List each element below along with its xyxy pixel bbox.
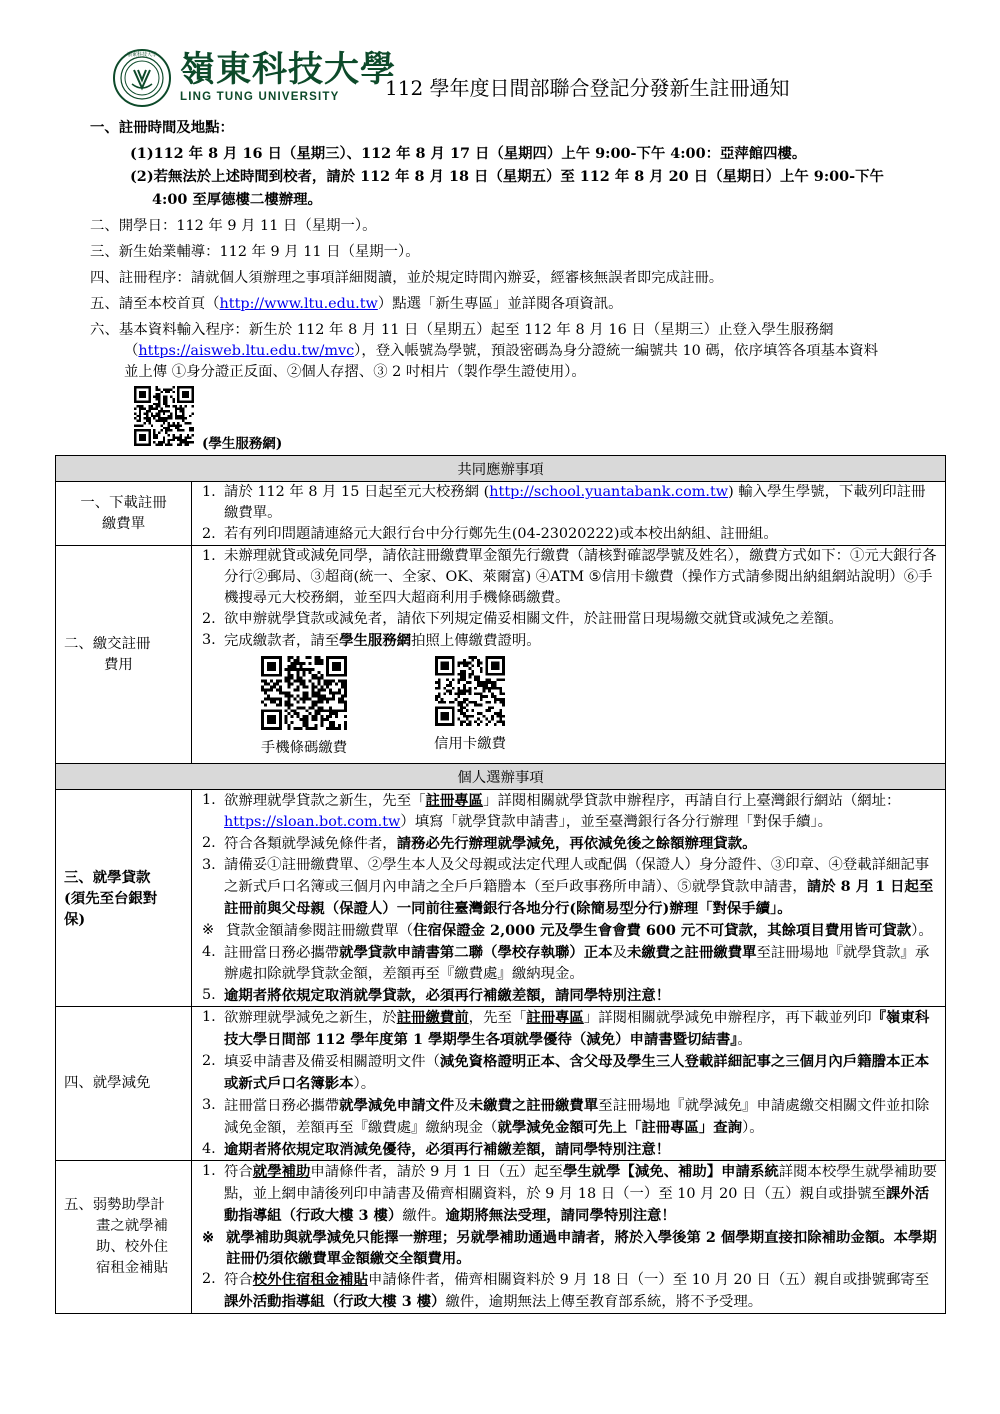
section-1-item-2-line-1: (2)若無法於上述時間到校者，請於 112 年 8 月 18 日（星期五）至 112 年 8 月 20 日（星期日）上午 9:00-下午: [130, 168, 884, 185]
mobile-barcode-qr-code[interactable]: [261, 656, 347, 730]
mobile-barcode-qr: [244, 656, 364, 759]
section-1-title: 一、註冊時間及地點：: [90, 119, 234, 136]
common-items-header: 共同應辦事項: [56, 456, 946, 482]
row-pay-fees: [56, 546, 946, 764]
list-item: 2. 符合校外住宿租金補貼申請條件者，備齊相關資料於 9 月 18 日（一）至 10 月 20 日（五）親自或掛號郵寄至課外活動指導組（行政大樓 3 樓）繳件，逾期無法上傳至教育部系統，將不予受理。: [202, 1271, 930, 1310]
list-item: 2. 欲申辦就學貸款或減免者，請依下列規定備妥相關文件，於註冊當日現場繳交就貸或減免之差額。: [202, 611, 843, 627]
details-download-bill: [192, 482, 946, 546]
section-6-line-1: 六、基本資料輸入程序：新生於 112 年 8 月 11 日（星期五）起至 112 年 8 月 16 日（星期三）止登入學生服務網: [90, 322, 834, 338]
category-tuition-reduction: 四、就學減免: [56, 1007, 192, 1161]
section-6-line-3: 並上傳 ①身分證正反面、②個人存摺、③ 2 吋相片（製作學生證使用）。: [124, 364, 586, 380]
list-item: 1. 欲辦理就學貸款之新生，先至「註冊專區」詳閱相關就學貸款申辦程序，再請自行上臺灣銀行網站（網址：https://sloan.bot.com.tw）填寫「就學貸款申請書」，並至臺灣銀行各分行辦理「對保手續」。: [202, 792, 901, 830]
details-tuition-reduction: [192, 1007, 946, 1161]
category-student-loan: 三、就學貸款 (須先至台銀對 保): [56, 790, 192, 1007]
aid-note: ※ 就學補助與就學減免只能擇一辦理；另就學補助通過申請者，將於入學後第 2 個學期直接扣除補助金額。本學期註冊仍須依繳費單金額繳交全額費用。: [202, 1229, 937, 1267]
category-pay-fees: 二、繳交註冊 費用: [56, 546, 192, 764]
list-item: 3. 註冊當日務必攜帶就學減免申請文件及未繳費之註冊繳費單至註冊場地『就學減免』申請處繳交相關文件並扣除減免金額，差額再至『繳費處』繳納現金（就學減免金額可先上「註冊專區」查詢）。: [202, 1097, 930, 1136]
university-name-en: LING TUNG UNIVERSITY: [180, 91, 340, 103]
credit-card-qr: [410, 656, 530, 759]
list-item: 2. 填妥申請書及備妥相關證明文件（減免資格證明正本、含父母及學生三人登載詳細記事之三個月內戶籍謄本正本或新式戶口名簿影本）。: [202, 1053, 930, 1092]
list-item: 2. 符合各類就學減免條件者，請務必先行辦理就學減免，再依減免後之餘額辦理貸款。: [202, 835, 757, 852]
list-item: 1. 欲辦理就學減免之新生，於註冊繳費前，先至「註冊專區」詳閱相關就學減免申辦程序，再下載並列印『嶺東科技大學日間部 112 學年度第 1 學期學生各項就學優待（減免）申請書暨切結書』。: [202, 1009, 930, 1048]
category-financial-aid: 五、弱勢助學計 畫之就學補 助、校外住 宿租金補貼: [56, 1161, 192, 1314]
personal-items-header: 個人選辦事項: [56, 764, 946, 790]
section-2-start-date: 二、開學日：112 年 9 月 11 日（星期一）。: [90, 218, 377, 234]
section-1-item-1: (1)112 年 8 月 16 日（星期三）、112 年 8 月 17 日（星期四）上午 9:00-下午 4:00：亞萍館四樓。: [130, 145, 807, 162]
university-name-zh: 嶺東科技大學: [180, 50, 397, 90]
section-1-item-2-line-2: 4:00 至厚德樓二樓辦理。: [152, 191, 322, 208]
registration-table: [55, 455, 946, 1314]
details-financial-aid: [192, 1161, 946, 1314]
list-item: 1. 未辦理就貸或減免同學，請依註冊繳費單金額先行繳費（請核對確認學號及姓名），繳費方式如下：①元大銀行各分行②郵局、③超商(統一、全家、OK、萊爾富) ④ATM ⑤信用卡繳費（操作方式請參閱出納組網站說明）⑥手機搜尋元大校務網，並至四大超商利用手機條碼繳費。: [202, 548, 937, 606]
list-item: 3. 完成繳款者，請至學生服務網拍照上傳繳費證明。: [202, 632, 541, 649]
list-item: 2. 若有列印問題請連絡元大銀行台中分行鄭先生(04-23020222)或本校出納組、註冊組。: [202, 526, 778, 542]
student-service-qr-code[interactable]: [134, 386, 194, 446]
credit-card-label: 信用卡繳費: [434, 736, 506, 752]
document-title: 112 學年度日間部聯合登記分發新生註冊通知: [385, 76, 790, 100]
section-4-procedure: 四、註冊程序：請就個人須辦理之事項詳細閱讀，並於規定時間內辦妥，經審核無誤者即完成註冊。: [90, 270, 724, 286]
section-6-line-2: （https://aisweb.ltu.edu.tw/mvc），登入帳號為學號，預設密碼為身分證統一編號共 10 碼，依序填答各項基本資料: [124, 343, 879, 359]
homepage-link[interactable]: http://www.ltu.edu.tw: [219, 296, 378, 312]
section-3-orientation: 三、新生始業輔導：112 年 9 月 11 日（星期一）。: [90, 244, 420, 260]
university-seal-logo: [112, 48, 172, 108]
svg-text:嶺東科技大學: 嶺東科技大學: [126, 52, 158, 58]
details-student-loan: [192, 790, 946, 1007]
row-tuition-reduction: [56, 1007, 946, 1161]
student-service-link[interactable]: https://aisweb.ltu.edu.tw/mvc: [138, 343, 355, 359]
list-item: 3. 請備妥①註冊繳費單、②學生本人及父母親或法定代理人或配偶（保證人）身分證件、③印章、④登載詳細記事之新式戶口名簿或三個月內申請之全戶戶籍謄本（至戶政事務所申請）、⑤就學貸款申請書，請於 8 月 1 日起至註冊前與父母親（保證人）一同前往臺灣銀行各地分行(除簡易型分行)辦理「對保手續」。: [202, 857, 934, 917]
yuanta-school-link[interactable]: http://school.yuantabank.com.tw: [489, 484, 729, 500]
credit-card-qr-code[interactable]: [435, 656, 505, 726]
student-service-qr-label: (學生服務網): [202, 436, 283, 452]
list-item: 1. 請於 112 年 8 月 15 日起至元大校務網 (http://school.yuantabank.com.tw) 輸入學生學號，下載列印註冊繳費單。: [202, 484, 926, 521]
list-item: 4. 註冊當日務必攜帶就學貸款申請書第二聯（學校存執聯）正本及未繳費之註冊繳費單至註冊場地『就學貸款』承辦處扣除就學貸款金額，差額再至『繳費處』繳納現金。: [202, 944, 930, 982]
common-items-header-row: [56, 456, 946, 482]
bot-loan-link[interactable]: https://sloan.bot.com.tw: [224, 814, 401, 830]
loan-amount-note: ※ 貸款金額請參閱註冊繳費單（住宿保證金 2,000 元及學生會會費 600 元不可貸款，其餘項目費用皆可貸款）。: [202, 922, 933, 939]
row-download-bill: [56, 482, 946, 546]
payment-qr-codes: [202, 656, 939, 759]
row-financial-aid: [56, 1161, 946, 1314]
list-item: 5. 逾期者將依規定取消就學貸款，必須再行補繳差額，請同學特別注意！: [202, 987, 671, 1004]
details-pay-fees: [192, 546, 946, 764]
document-header: [112, 46, 872, 112]
section-5-homepage: 五、請至本校首頁（http://www.ltu.edu.tw）點選「新生專區」並詳閱各項資訊。: [90, 296, 623, 312]
mobile-barcode-label: 手機條碼繳費: [260, 740, 348, 756]
row-student-loan: [56, 790, 946, 1007]
personal-items-header-row: [56, 764, 946, 790]
list-item: 4. 逾期者將依規定取消減免優待，必須再行補繳差額，請同學特別注意！: [202, 1141, 671, 1158]
list-item: 1. 符合就學補助申請條件者，請於 9 月 1 日（五）起至學生就學【減免、補助】申請系統詳閱本校學生就學補助要點，並上網申請後列印申請書及備齊相關資料，於 9 月 18 日（一）至 10 月 20 日（五）親自或掛號至課外活動指導組（行政大樓 3 樓）繳件。逾期將無法受理，請同學特別注意！: [202, 1163, 938, 1224]
category-download-bill: 一、下載註冊 繳費單: [56, 482, 192, 546]
